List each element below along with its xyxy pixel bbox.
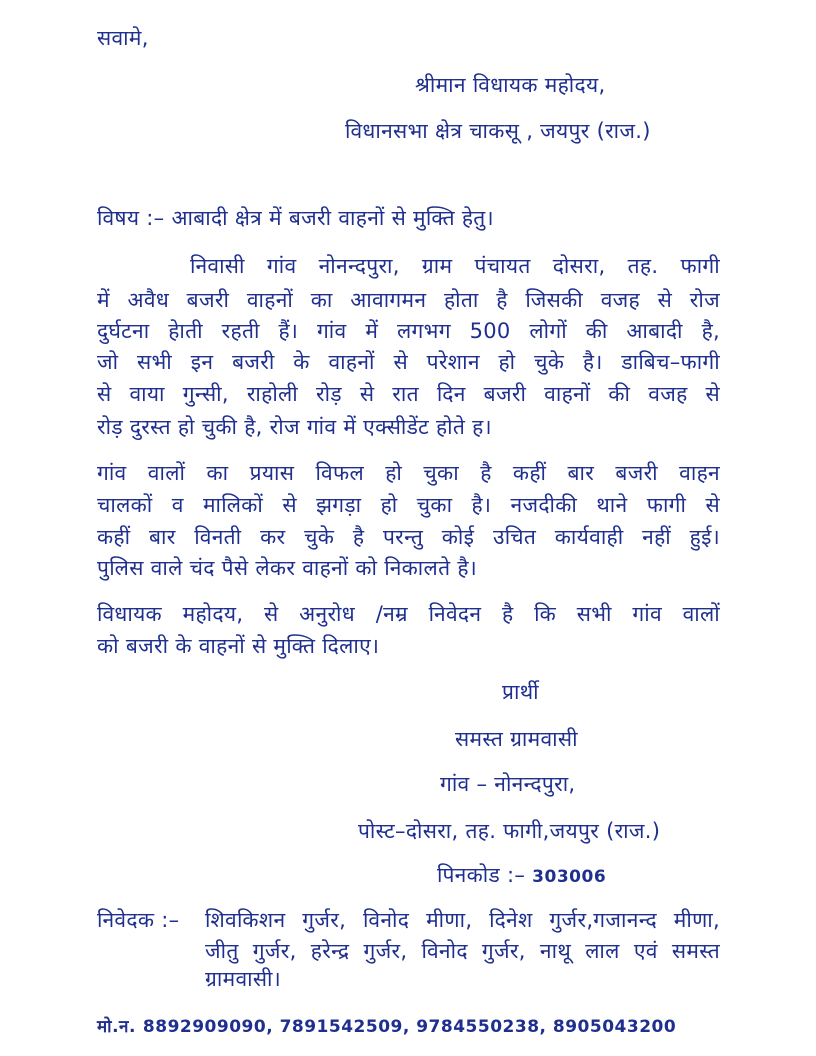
paragraph-1-line: दुर्घटना हेाती रहती हैं। गांव में लगभग 500 लोगों की आबादी है, bbox=[97, 319, 720, 343]
paragraph-1-line: से वाया गुन्सी, राहोली रोड़ से रात दिन बजरी वाहनों की वजह से bbox=[97, 382, 720, 406]
pincode-label: पिनकोड :– bbox=[437, 863, 526, 887]
recipient-line-1: श्रीमान विधायक महोदय, bbox=[415, 73, 606, 97]
mobile-label: मो.न. bbox=[97, 1017, 136, 1037]
paragraph-2-line: चालकों व मालिकों से झगड़ा हो चुका है। नजदीकी थाने फागी से bbox=[97, 493, 720, 517]
recipient-line-2: विधानसभा क्षेत्र चाकसू , जयपुर (राज.) bbox=[345, 119, 651, 143]
paragraph-1-line: निवासी गांव नोनन्दपुरा, ग्राम पंचायत दोसरा, तह. फागी bbox=[190, 254, 720, 278]
paragraph-3-line: विधायक महोदय, से अनुरोध /नम्र निवेदन है कि सभी गांव वालों bbox=[97, 602, 720, 626]
signature-name: समस्त ग्रामवासी bbox=[455, 727, 578, 751]
pincode-value: 303006 bbox=[532, 867, 607, 887]
paragraph-3-line: को बजरी के वाहनों से मुक्ति दिलाए। bbox=[97, 634, 380, 658]
signature-title: प्रार्थी bbox=[502, 680, 539, 704]
signature-address: पोस्ट–दोसरा, तह. फागी,जयपुर (राज.) bbox=[358, 819, 661, 843]
applicants-line: शिवकिशन गुर्जर, विनोद मीणा, दिनेश गुर्जर,गजानन्द मीणा, bbox=[205, 908, 720, 932]
subject-line: विषय :– आबादी क्षेत्र में बजरी वाहनों से मुक्ति हेतु। bbox=[97, 206, 494, 230]
paragraph-2-line: कहीं बार विनती कर चुके है परन्तु कोई उचित कार्यवाही नहीं हुई। bbox=[97, 525, 720, 549]
applicants-line: ग्रामवासी। bbox=[205, 967, 282, 991]
applicants-label: निवेदक :– bbox=[97, 908, 180, 932]
paragraph-1-line: जो सभी इन बजरी के वाहनों से परेशान हो चुके है। डाबिच–फागी bbox=[97, 350, 720, 374]
mobile-numbers: 8892909090, 7891542509, 9784550238, 8905043200 bbox=[142, 1017, 677, 1037]
pincode-line bbox=[437, 858, 606, 894]
paragraph-1-line: में अवैध बजरी वाहनों का आवागमन होता है जिसकी वजह से रोज bbox=[97, 288, 720, 312]
paragraph-2-line: पुलिस वाले चंद पैसे लेकर वाहनों को निकालते है। bbox=[97, 556, 478, 580]
salutation: सवामे, bbox=[97, 26, 149, 50]
signature-village: गांव – नोनन्दपुरा, bbox=[440, 772, 576, 796]
paragraph-1-line: रोड़ दुरस्त हो चुकी है, रोज गांव में एक्सीडेंट होते ह। bbox=[97, 415, 492, 439]
paragraph-2-line: गांव वालों का प्रयास विफल हो चुका है कहीं बार बजरी वाहन bbox=[97, 461, 720, 485]
applicants-line: जीतु गुर्जर, हरेन्द्र गुर्जर, विनोद गुर्जर, नाथू लाल एवं समस्त bbox=[205, 939, 720, 963]
mobile-line bbox=[97, 1008, 676, 1044]
